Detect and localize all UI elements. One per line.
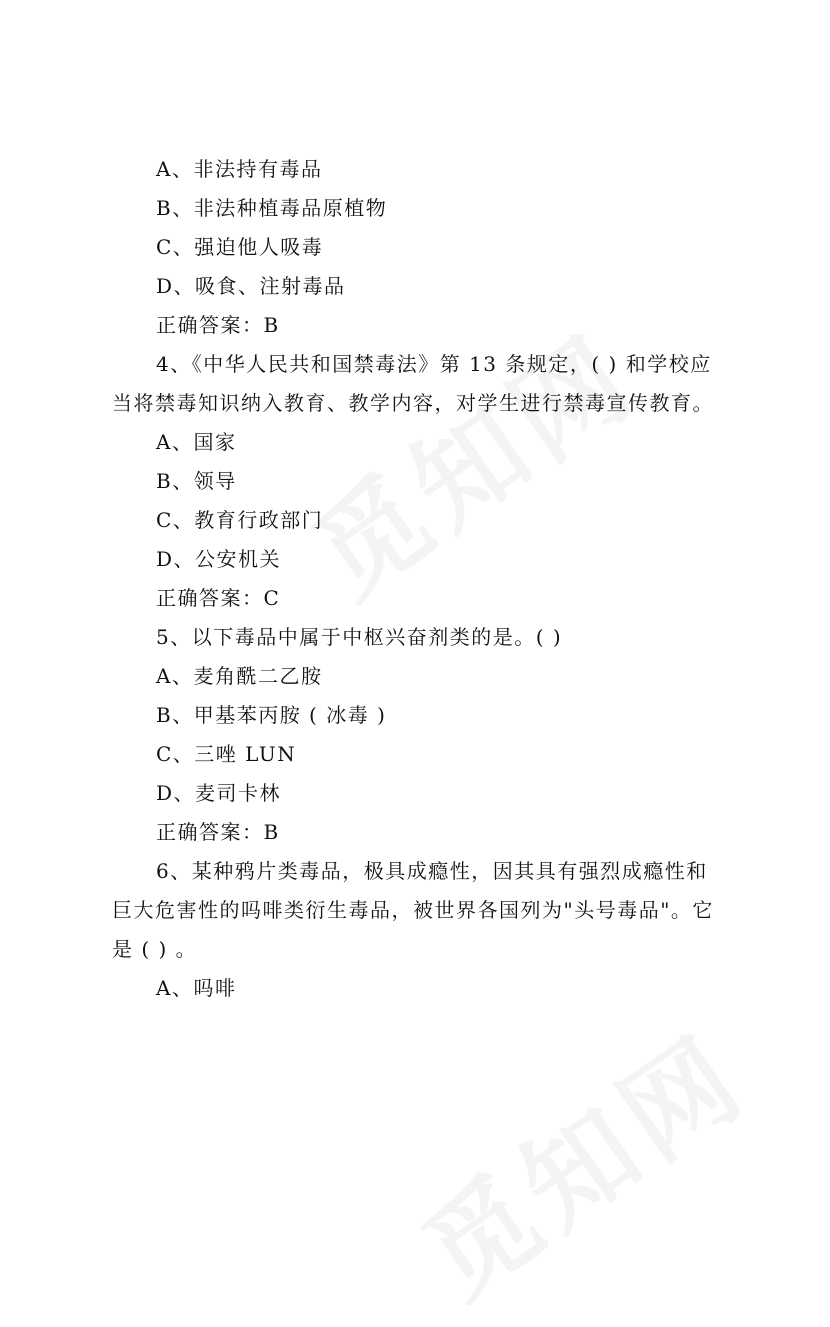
option-a: A、国家 [156,430,237,454]
question-stem-continued: 当将禁毒知识纳入教育、教学内容，对学生进行禁毒宣传教育。 [112,391,714,415]
option-d: D、吸食、注射毒品 [156,274,346,298]
option-d: D、公安机关 [156,547,282,571]
option-a: A、非法持有毒品 [156,157,323,181]
document-body [112,150,732,1008]
option-b: B、非法种植毒品原植物 [156,196,388,220]
correct-answer: 正确答案：C [156,586,281,610]
correct-answer: 正确答案：B [156,820,280,844]
question-stem: 4、《中华人民共和国禁毒法》第 13 条规定，( ) 和学校应 [156,352,712,376]
option-c: C、教育行政部门 [156,508,324,532]
question-stem-continued: 是 ( ) 。 [112,937,198,961]
question-stem-continued: 巨大危害性的吗啡类衍生毒品，被世界各国列为"头号毒品"。它 [112,898,714,922]
option-b: B、甲基苯丙胺 ( 冰毒 ) [156,703,387,727]
question-stem: 6、某种鸦片类毒品，极具成瘾性，因其具有强烈成瘾性和 [156,859,708,883]
option-c: C、强迫他人吸毒 [156,235,324,259]
option-a: A、吗啡 [156,976,237,1000]
correct-answer: 正确答案：B [156,313,280,337]
option-b: B、领导 [156,469,237,493]
option-a: A、麦角酰二乙胺 [156,664,323,688]
option-c: C、三唑 LUN [156,742,297,766]
watermark [387,991,773,1327]
option-d: D、麦司卡林 [156,781,282,805]
question-stem: 5、以下毒品中属于中枢兴奋剂类的是。( ) [156,625,563,649]
